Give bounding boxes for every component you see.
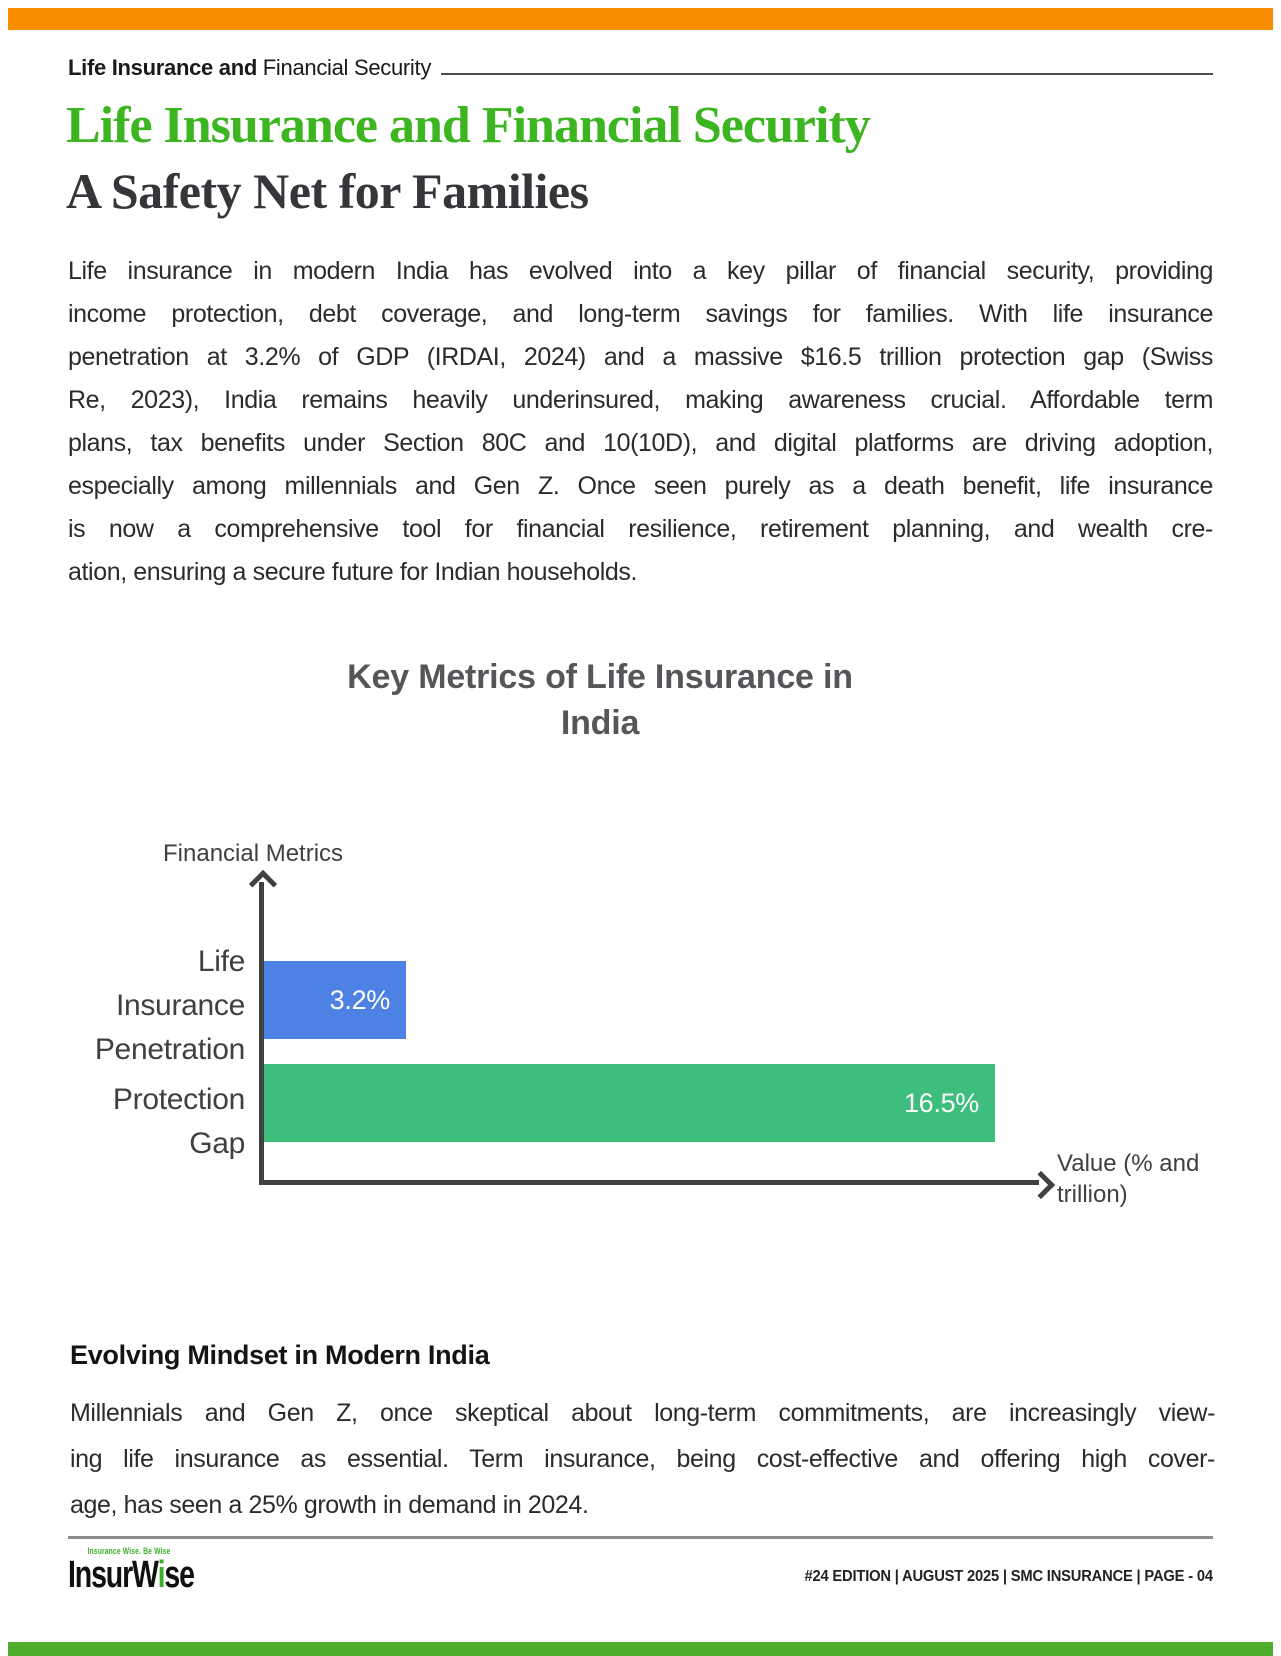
logo-wordmark [68,1554,194,1597]
intro-line: Life insurance in modern India has evolved into a key pillar of financial security, providing [68,257,1213,285]
logo-tagline: Insurance Wise. Be Wise [87,1546,171,1556]
header-text [68,55,431,81]
intro-line: plans, tax benefits under Section 80C and 10(10D), and digital platforms are driving adoption, [68,429,1213,457]
section-paragraph [70,1390,1215,1528]
page-title: Life Insurance and Financial Security [66,97,870,154]
page-header [68,55,1213,81]
top-accent-bar [8,8,1273,30]
insurwise-logo [68,1546,194,1597]
header-text-regular: Financial Security [256,55,432,80]
footer-divider [68,1536,1213,1539]
intro-line: income protection, debt coverage, and long-term savings for families. With life insurance [68,300,1213,328]
chart-title-line: India [560,704,640,742]
intro-line: ation, ensuring a secure future for Indian households. [68,558,638,586]
x-axis-arrow-icon [1027,1170,1055,1198]
intro-line: especially among millennials and Gen Z. Once seen purely as a death benefit, life insurance [68,472,1213,500]
header-rule [441,73,1213,75]
y-axis-arrow-icon [249,870,277,898]
section-heading: Evolving Mindset in Modern India [70,1340,490,1370]
section-line: ing life insurance as essential. Term insurance, being cost-effective and offering high cover- [70,1445,1215,1473]
x-axis-label: Value (% and trillion) [1057,1150,1200,1208]
bar-value-label: 16.5% [903,1087,979,1118]
bottom-accent-bar [8,1642,1273,1656]
page-subtitle: A Safety Net for Families [66,163,589,219]
intro-paragraph [68,250,1213,594]
chart-title [140,654,1060,746]
intro-line: penetration at 3.2% of GDP (IRDAI, 2024) and a massive $16.5 trillion protection gap (Swiss [68,343,1213,371]
section-line: age, has seen a 25% growth in demand in 2024. [70,1491,589,1519]
header-text-bold: Life Insurance and [68,55,257,80]
section-line: Millennials and Gen Z, once skeptical about long-term commitments, are increasingly view- [70,1399,1215,1427]
bar-protection-gap [264,1064,995,1142]
footer-edition-info: #24 EDITION | AUGUST 2025 | SMC INSURANCE | PAGE - 04 [804,1568,1213,1585]
logo-part1: InsurW [68,1554,158,1596]
y-axis-label: Financial Metrics [163,840,344,867]
category-label: Protection Gap [112,1083,245,1160]
category-label: Life Insurance Penetration [94,945,245,1066]
logo-accent-letter: i [157,1554,165,1596]
logo-part2: se [164,1554,194,1596]
chart-title-line: Key Metrics of Life Insurance in [347,658,853,696]
bar-life-insurance-penetration [264,961,406,1039]
bar-chart [0,640,1281,1240]
intro-line: Re, 2023), India remains heavily underinsured, making awareness crucial. Affordable term [68,386,1213,414]
x-axis-line [259,1180,1039,1185]
bar-value-label: 3.2% [329,984,390,1015]
intro-line: is now a comprehensive tool for financial resilience, retirement planning, and wealth cre- [68,515,1213,543]
